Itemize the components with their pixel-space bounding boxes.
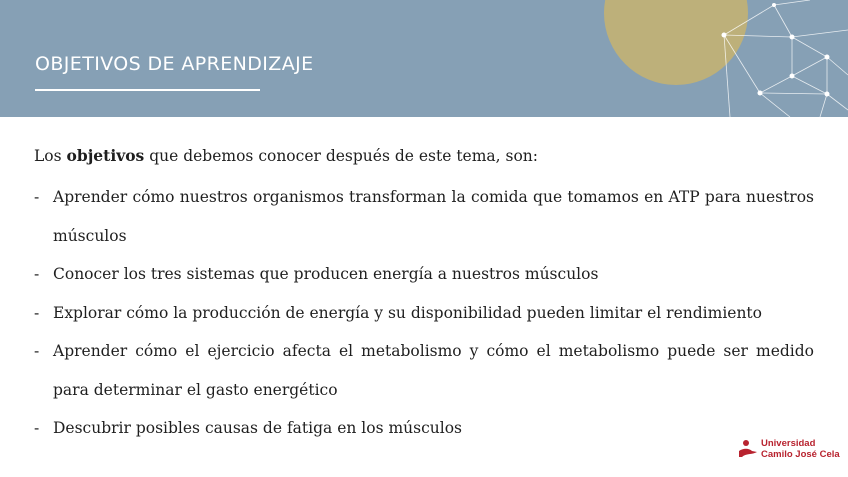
logo-text-line1: Universidad <box>761 438 816 449</box>
intro-text: Los objetivos que debemos conocer después de este tema, son: <box>34 146 539 165</box>
list-item <box>34 255 814 294</box>
intro-bold-word: objetivos <box>66 146 145 165</box>
logo-text-line2: Camilo José Cela <box>761 448 840 460</box>
list-item-text: Conocer los tres sistemas que producen energía a nuestros músculos <box>53 265 599 283</box>
header-band <box>0 0 848 117</box>
bullet-dash: - <box>34 342 40 360</box>
list-item <box>34 332 814 409</box>
bullet-dash: - <box>34 419 40 437</box>
list-item <box>34 178 814 255</box>
list-item-text: Descubrir posibles causas de fatiga en los músculos <box>53 419 462 437</box>
bullet-dash: - <box>34 265 40 283</box>
bullet-dash: - <box>34 303 40 322</box>
list-item <box>34 294 814 333</box>
content-area <box>34 140 814 448</box>
university-logo-icon <box>738 439 758 459</box>
objectives-list <box>34 178 814 448</box>
title-underline <box>35 89 260 91</box>
list-item-text: Explorar cómo la producción de energía y su disponibilidad pueden limitar el rendimiento <box>53 303 762 322</box>
list-item-text: Aprender cómo el ejercicio afecta el metabolismo y cómo el metabolismo puede ser medido para determinar el gasto energético <box>53 342 814 399</box>
page-title: OBJETIVOS DE APRENDIZAJE <box>35 53 314 75</box>
bullet-dash: - <box>34 188 40 206</box>
list-item-text: Aprender cómo nuestros organismos transforman la comida que tomamos en ATP para nuestros músculos <box>53 188 814 245</box>
university-logo <box>738 438 838 462</box>
list-item <box>34 409 814 448</box>
